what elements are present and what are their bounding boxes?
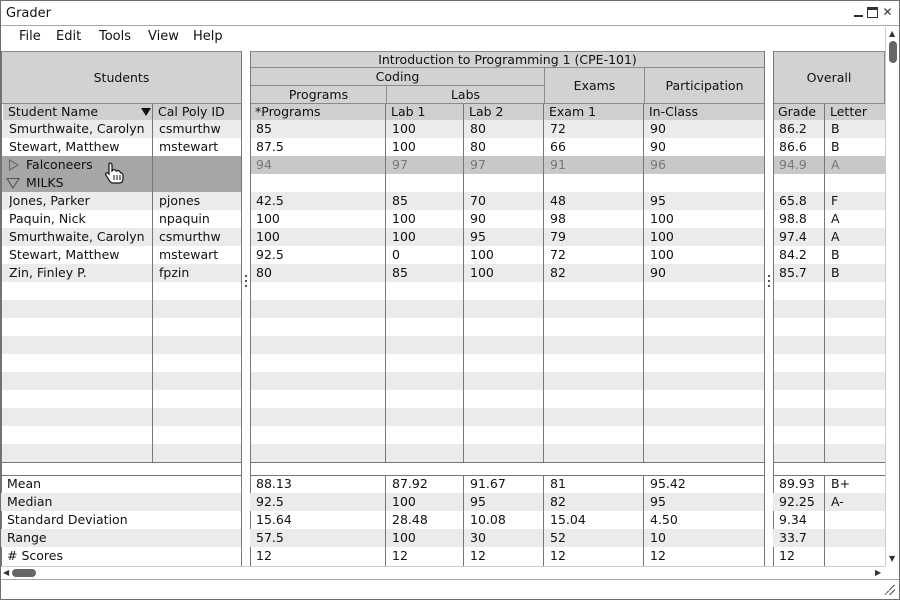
exams-header-label: Exams bbox=[573, 78, 616, 93]
labs-header[interactable] bbox=[386, 85, 545, 104]
group-cell-programs: 94 bbox=[256, 157, 272, 172]
stat-cell-programs: 57.5 bbox=[256, 530, 284, 545]
stat-cell-exam1: 82 bbox=[550, 494, 566, 509]
grid-line bbox=[824, 104, 825, 462]
column-header-letter[interactable]: Letter bbox=[825, 104, 885, 120]
row-stripe bbox=[773, 300, 885, 318]
horizontal-scroll-thumb[interactable] bbox=[12, 569, 36, 577]
stat-cell-grade: 12 bbox=[779, 548, 795, 563]
pane-splitter-2[interactable] bbox=[765, 49, 773, 566]
group-cell-lab1: 97 bbox=[392, 157, 408, 172]
cell-exam1: 98 bbox=[550, 211, 566, 226]
status-bar bbox=[1, 579, 899, 599]
cell-letter: B bbox=[831, 121, 840, 136]
cell-name: Zin, Finley P. bbox=[9, 265, 87, 280]
cell-inclass: 100 bbox=[650, 211, 674, 226]
column-header-name[interactable]: Student Name bbox=[3, 104, 153, 120]
row-stripe bbox=[250, 336, 764, 354]
stat-cell-letter: A- bbox=[831, 494, 844, 509]
cell-inclass: 100 bbox=[650, 229, 674, 244]
stat-cell-lab1: 12 bbox=[392, 548, 408, 563]
grid-line bbox=[463, 104, 464, 462]
title-bar bbox=[1, 1, 899, 26]
menu-help[interactable]: Help bbox=[193, 29, 223, 44]
cell-lab2: 100 bbox=[470, 247, 494, 262]
sort-desc-icon[interactable] bbox=[141, 108, 151, 116]
programs-header[interactable] bbox=[250, 85, 387, 104]
cell-lab1: 100 bbox=[392, 139, 416, 154]
cell-letter: A bbox=[831, 229, 840, 244]
stat-cell-lab2: 10.08 bbox=[470, 512, 506, 527]
coding-header[interactable] bbox=[250, 67, 545, 86]
cell-id: csmurthw bbox=[159, 121, 221, 136]
cell-lab1: 85 bbox=[392, 193, 408, 208]
stat-cell-lab2: 91.67 bbox=[470, 476, 506, 491]
splitter-grip-icon bbox=[245, 275, 247, 289]
cell-lab1: 100 bbox=[392, 211, 416, 226]
cell-id: pjones bbox=[159, 193, 201, 208]
group-cell-grade: 94.9 bbox=[779, 157, 807, 172]
scroll-left-icon[interactable]: ◀ bbox=[3, 568, 10, 577]
vertical-scrollbar[interactable] bbox=[885, 27, 899, 566]
row-stripe bbox=[250, 408, 764, 426]
cell-id: npaquin bbox=[159, 211, 210, 226]
row-stripe bbox=[773, 372, 885, 390]
cell-grade: 65.8 bbox=[779, 193, 807, 208]
stat-cell-inclass: 10 bbox=[650, 530, 666, 545]
cell-exam1: 66 bbox=[550, 139, 566, 154]
row-stripe bbox=[250, 300, 764, 318]
pane-splitter-1[interactable] bbox=[242, 49, 250, 566]
cell-letter: B bbox=[831, 139, 840, 154]
cell-programs: 92.5 bbox=[256, 247, 284, 262]
group-cell-exam1: 91 bbox=[550, 157, 566, 172]
column-header-grade[interactable]: Grade bbox=[773, 104, 825, 120]
cell-name: Smurthwaite, Carolyn bbox=[9, 121, 145, 136]
splitter-grip-icon bbox=[768, 275, 770, 289]
section-divider bbox=[1, 462, 241, 463]
horizontal-scrollbar[interactable] bbox=[1, 566, 885, 579]
stat-cell-programs: 88.13 bbox=[256, 476, 292, 491]
group-name: Falconeers bbox=[26, 157, 93, 172]
cell-lab1: 100 bbox=[392, 121, 416, 136]
maximize-icon[interactable] bbox=[867, 7, 878, 18]
cell-name: Paquin, Nick bbox=[9, 211, 86, 226]
section-border bbox=[1, 51, 2, 566]
stat-label: Median bbox=[7, 494, 53, 509]
cell-grade: 98.8 bbox=[779, 211, 807, 226]
stat-cell-lab1: 28.48 bbox=[392, 512, 428, 527]
vertical-scroll-thumb[interactable] bbox=[889, 41, 897, 63]
cell-inclass: 90 bbox=[650, 139, 666, 154]
cell-grade: 85.7 bbox=[779, 265, 807, 280]
cell-lab1: 0 bbox=[392, 247, 400, 262]
column-header-programs[interactable]: *Programs bbox=[250, 104, 386, 120]
hand-pointer-icon bbox=[104, 162, 124, 184]
cell-name: Jones, Parker bbox=[9, 193, 90, 208]
section-border bbox=[773, 51, 774, 566]
cell-programs: 80 bbox=[256, 265, 272, 280]
cell-name: Stewart, Matthew bbox=[9, 139, 120, 154]
cell-exam1: 79 bbox=[550, 229, 566, 244]
grid-line bbox=[543, 104, 544, 462]
stat-cell-lab1: 87.92 bbox=[392, 476, 428, 491]
triangle-right-icon[interactable] bbox=[9, 159, 19, 171]
stat-cell-lab1: 100 bbox=[392, 494, 416, 509]
stat-cell-programs: 92.5 bbox=[256, 494, 284, 509]
cell-exam1: 48 bbox=[550, 193, 566, 208]
row-stripe bbox=[1, 300, 241, 318]
stat-cell-exam1: 12 bbox=[550, 548, 566, 563]
stat-cell-grade: 92.25 bbox=[779, 494, 815, 509]
column-header-id[interactable]: Cal Poly ID bbox=[153, 104, 241, 120]
menu-file[interactable]: File bbox=[19, 29, 41, 44]
stat-cell-lab2: 95 bbox=[470, 494, 486, 509]
triangle-down-icon[interactable] bbox=[6, 178, 20, 189]
cell-exam1: 72 bbox=[550, 121, 566, 136]
participation-header-label: Participation bbox=[665, 78, 744, 93]
cell-inclass: 95 bbox=[650, 193, 666, 208]
cell-lab2: 80 bbox=[470, 139, 486, 154]
section-border bbox=[250, 51, 251, 566]
grid-line bbox=[643, 104, 644, 462]
cell-lab2: 70 bbox=[470, 193, 486, 208]
cell-programs: 42.5 bbox=[256, 193, 284, 208]
cell-programs: 100 bbox=[256, 211, 280, 226]
course-header-label: Introduction to Programming 1 (CPE-101) bbox=[378, 52, 637, 67]
grid-line bbox=[463, 475, 464, 566]
cell-grade: 86.2 bbox=[779, 121, 807, 136]
grid-line bbox=[543, 475, 544, 566]
grid-line bbox=[824, 475, 825, 566]
cell-exam1: 72 bbox=[550, 247, 566, 262]
course-header[interactable] bbox=[250, 51, 765, 68]
column-header-lab1[interactable]: Lab 1 bbox=[386, 104, 464, 120]
cell-letter: F bbox=[831, 193, 839, 208]
cell-programs: 85 bbox=[256, 121, 272, 136]
stat-cell-letter bbox=[831, 547, 883, 565]
overall-header[interactable] bbox=[773, 51, 885, 104]
grade-table bbox=[1, 49, 885, 566]
programs-header-label: Programs bbox=[288, 87, 349, 102]
cell-name: Stewart, Matthew bbox=[9, 247, 120, 262]
cell-id: csmurthw bbox=[159, 229, 221, 244]
row-stripe bbox=[1, 444, 241, 462]
stat-label: # Scores bbox=[7, 548, 63, 563]
stat-label: Standard Deviation bbox=[7, 512, 128, 527]
scroll-up-icon[interactable]: ▲ bbox=[889, 29, 896, 38]
overall-header-label: Overall bbox=[806, 70, 852, 85]
stat-cell-letter: B+ bbox=[831, 476, 851, 491]
scroll-down-icon[interactable]: ▼ bbox=[889, 554, 896, 563]
section-divider bbox=[773, 462, 885, 463]
column-header-exam1[interactable]: Exam 1 bbox=[544, 104, 644, 120]
stat-cell-grade: 89.93 bbox=[779, 476, 815, 491]
students-header[interactable] bbox=[1, 51, 242, 104]
stat-cell-exam1: 81 bbox=[550, 476, 566, 491]
cell-programs: 87.5 bbox=[256, 139, 284, 154]
row-stripe bbox=[773, 444, 885, 462]
row-stripe bbox=[250, 372, 764, 390]
cell-letter: A bbox=[831, 211, 840, 226]
column-header-inclass[interactable]: In-Class bbox=[644, 104, 764, 120]
stat-cell-letter bbox=[831, 529, 883, 547]
group-cell-lab2: 97 bbox=[470, 157, 486, 172]
stat-cell-inclass: 4.50 bbox=[650, 512, 678, 527]
grid-line bbox=[385, 104, 386, 462]
cell-id: fpzin bbox=[159, 265, 190, 280]
cell-lab1: 100 bbox=[392, 229, 416, 244]
cell-id: mstewart bbox=[159, 247, 219, 262]
stat-cell-letter bbox=[831, 511, 883, 529]
row-stripe bbox=[1, 336, 241, 354]
stat-cell-programs: 15.64 bbox=[256, 512, 292, 527]
cell-letter: B bbox=[831, 247, 840, 262]
students-header-label: Students bbox=[93, 70, 150, 85]
stat-label: Mean bbox=[7, 476, 42, 491]
cell-lab2: 100 bbox=[470, 265, 494, 280]
row-stripe bbox=[250, 444, 764, 462]
scroll-right-icon[interactable]: ▶ bbox=[875, 568, 882, 577]
labs-header-label: Labs bbox=[450, 87, 481, 102]
row-stripe bbox=[773, 336, 885, 354]
cell-exam1: 82 bbox=[550, 265, 566, 280]
group-name: MILKS bbox=[26, 175, 64, 190]
exams-header[interactable] bbox=[544, 67, 645, 104]
close-icon[interactable]: ✕ bbox=[882, 5, 893, 19]
stat-cell-lab2: 30 bbox=[470, 530, 486, 545]
cell-grade: 86.6 bbox=[779, 139, 807, 154]
grid-line bbox=[152, 104, 153, 462]
grid-line bbox=[385, 475, 386, 566]
stat-cell-lab2: 12 bbox=[470, 548, 486, 563]
section-divider bbox=[250, 462, 764, 463]
cell-name: Smurthwaite, Carolyn bbox=[9, 229, 145, 244]
column-header-lab2[interactable]: Lab 2 bbox=[464, 104, 544, 120]
group-cell-letter: A bbox=[831, 157, 840, 172]
cell-lab2: 95 bbox=[470, 229, 486, 244]
cell-lab2: 90 bbox=[470, 211, 486, 226]
menu-tools[interactable]: Tools bbox=[99, 29, 132, 44]
stat-cell-exam1: 52 bbox=[550, 530, 566, 545]
cell-lab2: 80 bbox=[470, 121, 486, 136]
cell-grade: 84.2 bbox=[779, 247, 807, 262]
stat-cell-exam1: 15.04 bbox=[550, 512, 586, 527]
cell-inclass: 90 bbox=[650, 265, 666, 280]
coding-header-label: Coding bbox=[375, 69, 420, 84]
stat-cell-inclass: 12 bbox=[650, 548, 666, 563]
row-stripe bbox=[1, 372, 241, 390]
grid-line bbox=[643, 475, 644, 566]
group-cell-inclass: 96 bbox=[650, 157, 666, 172]
stat-cell-grade: 9.34 bbox=[779, 512, 807, 527]
stat-cell-programs: 12 bbox=[256, 548, 272, 563]
menu-edit[interactable]: Edit bbox=[56, 29, 82, 44]
participation-header[interactable] bbox=[644, 67, 765, 104]
cell-grade: 97.4 bbox=[779, 229, 807, 244]
cell-letter: B bbox=[831, 265, 840, 280]
stat-label: Range bbox=[7, 530, 47, 545]
stat-cell-inclass: 95 bbox=[650, 494, 666, 509]
cell-programs: 100 bbox=[256, 229, 280, 244]
stat-cell-grade: 33.7 bbox=[779, 530, 807, 545]
cell-inclass: 90 bbox=[650, 121, 666, 136]
resize-grip-icon[interactable] bbox=[885, 585, 895, 595]
menu-bar bbox=[1, 27, 899, 48]
minimize-icon[interactable] bbox=[853, 7, 864, 18]
window-title: Grader bbox=[6, 6, 51, 21]
menu-view[interactable]: View bbox=[148, 29, 179, 44]
cell-lab1: 85 bbox=[392, 265, 408, 280]
row-stripe bbox=[773, 408, 885, 426]
cell-id: mstewart bbox=[159, 139, 219, 154]
stat-cell-lab1: 100 bbox=[392, 530, 416, 545]
stat-cell-inclass: 95.42 bbox=[650, 476, 686, 491]
cell-inclass: 100 bbox=[650, 247, 674, 262]
row-stripe bbox=[1, 408, 241, 426]
